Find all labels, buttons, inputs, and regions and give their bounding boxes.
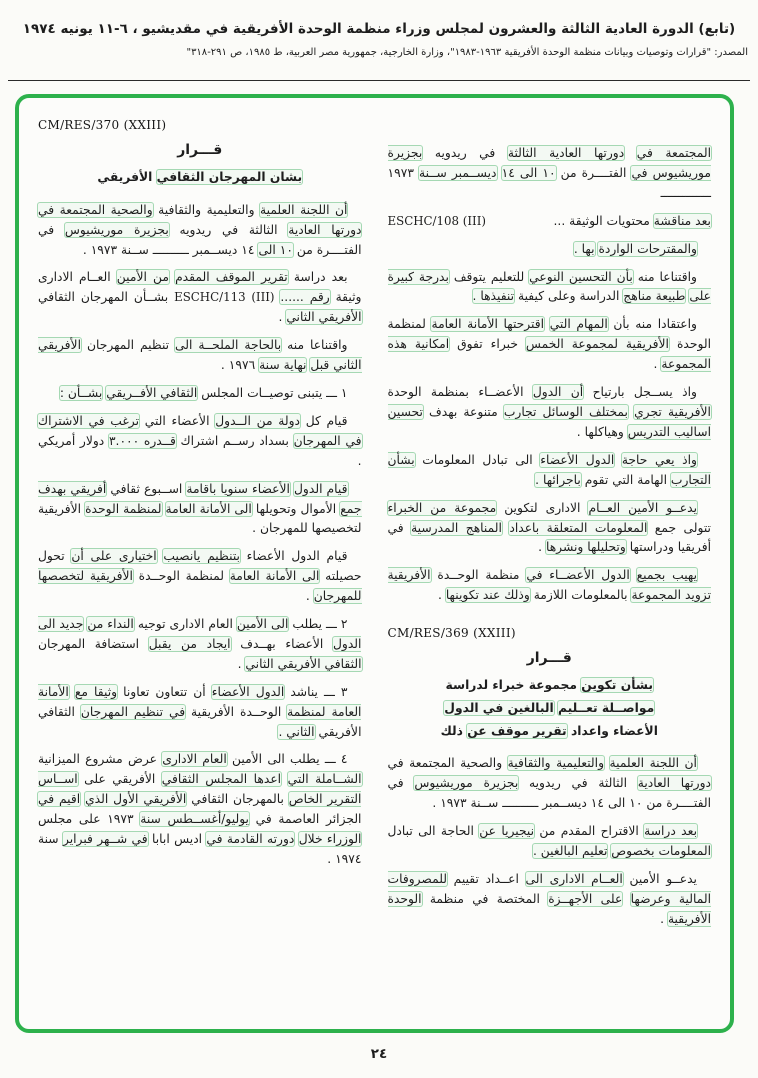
paragraph: يدعــو الأمين العــام الادارى الى اعــداد تقييم للمصروفات المالية وعرضها على الأجهــزة المختصة في منظمة الوحدة الأفريقية . [387, 871, 711, 926]
highlight-box: العــام الادارى الى [525, 871, 623, 886]
highlight-box: بعد دراسة [644, 824, 697, 839]
highlight-box: ١٠ الى ١٤ [501, 165, 556, 180]
paragraph: ٢ ـــ يطلب الى الأمين العام الادارى توجيه النداء من جديد الى الدول الأعضاء بهــدف ايجاد من يقبل استضافة المهرجان الثقافي الأفريقي الثاني . [38, 617, 362, 671]
highlight-box: دورتها العادية [288, 222, 362, 237]
highlight-box: اختيارى على أن [71, 549, 157, 564]
two-column-layout [38, 118, 711, 1011]
highlight-box: في شــهر فبراير [62, 832, 148, 847]
highlight-box: اقيم في [38, 792, 81, 807]
paragraph-text: بعد مناقشة محتويات الوثيقة ... [553, 213, 711, 228]
highlight-box: بشــأن : [59, 385, 103, 400]
resolution-subtitle [388, 674, 712, 742]
paragraph: يهيب بجميع الدول الأعضــاء في منظمة الوحــدة الأفريقية تزويد المجموعة بالمعلومات اللازمة وذلك عند تكوينها . [387, 568, 711, 603]
highlight-box: ديســمبر ســنة [418, 165, 497, 180]
highlight-box: بعد مناقشة [653, 213, 711, 228]
highlight-box: الأفريقية لمجموعة الخمس [525, 337, 669, 352]
highlight-box: تعليم البالغين . [532, 843, 608, 858]
highlight-box: بالحاجة الملحــة الى [175, 338, 282, 353]
highlight-box: امكانية هذه المجموعة [387, 337, 711, 372]
highlight-box: بأن التحسين النوعي [529, 269, 633, 284]
highlight-box: في المهرجان [293, 433, 362, 448]
highlight-box: الدول الأعضاء [540, 452, 615, 467]
highlight-box: يوليو/أغســطس سنة [140, 812, 249, 827]
highlight-box: والتعليمية والثقافية [507, 756, 605, 771]
highlight-box: تنفيذها . [472, 289, 515, 304]
highlight-box: الأفريقي الثاني قبل [38, 338, 362, 373]
highlight-box: دورتها العادية الثالثة [507, 146, 625, 160]
highlight-box: للمصروفات المالية وعرضها [387, 871, 711, 906]
highlight-box: دولة من الــدول [215, 413, 300, 428]
highlight-box: وتحليلها ونشرها [545, 540, 626, 555]
highlight-box: الى الأمين [236, 617, 289, 632]
highlight-box: الأفريقية لتخصصها للمهرجان [38, 569, 362, 604]
highlight-box: دورتها العادية [637, 776, 711, 791]
highlight-box: الثقافي الأفريقي الثاني [245, 656, 362, 671]
highlight-box: ايجاد من يقبل [148, 636, 231, 651]
highlight-box: بدرجة كبيرة على [387, 269, 711, 304]
paragraph: أن اللجنة العلمية والتعليمية والثقافية والصحية المجتمعة في دورتها العادية الثالثة في ريدويه بجزيرة موريشيوس في الفتــــرة من ١٠ الى ١٤ ديســمبر ــــــــــ ســنة ١٩٧٣ . [387, 756, 711, 811]
resolution-subtitle [38, 166, 362, 189]
document-header [10, 20, 748, 58]
paragraph: يدعــو الأمين العــام الادارى لتكوين مجموعة من الخبراء تتولى جمع المعلومات المتعلقة باعداد المناهج المدرسية في أفريقيا ودراستها وتحليلها ونشرها . [387, 500, 711, 555]
highlight-box: المعلومات المتعلقة باعداد [509, 520, 648, 535]
resolution-subtitle-line: الأعضاء واعداد تقرير موقف عن ذلك [440, 723, 658, 738]
highlight-box: اعدها المجلس الثقافي [161, 772, 282, 787]
highlight-box: أن اللجنة العلمية [260, 202, 348, 217]
highlight-box: يهيب بجميع [636, 568, 697, 583]
highlight-box: المعلومات بخصوص [611, 843, 711, 858]
highlight-box: دورته القادمة في [206, 832, 295, 847]
page-number: ٢٤ [370, 1046, 388, 1062]
paragraph: واعتقادا منه بأن المهام التي اقترحتها الأمانة العامة لمنظمة الوحدة الأفريقية لمجموعة الخمس خبراء تفوق امكانية هذه المجموعة . [387, 317, 711, 372]
header-title: (تابع) الدورة العادية الثالثة والعشرون لمجلس وزراء منظمة الوحدة الأفريقية في مقديشيو ، ٦-١١ يونيه ١٩٧٤ [22, 21, 736, 37]
inline-resolution-code: ESCHC/113 (III) [174, 290, 275, 305]
highlight-box: مواصــلة تعــليم [557, 700, 655, 715]
highlight-box: الدول الأعضــاء في [526, 568, 630, 583]
highlight-box: الأفريقية تزويد المجموعة [387, 568, 711, 603]
highlight-box: اقترحتها الأمانة العامة [431, 317, 545, 332]
highlight-box: أفريقي بهدف جمع [38, 481, 362, 516]
highlight-box: بجزيرة موريشيوس [414, 776, 519, 791]
highlight-box: يدعــو الأمين العــام [588, 500, 698, 515]
highlight-box: والمقترحات الواردة [598, 241, 697, 256]
paragraph: المجتمعة في دورتها العادية الثالثة في ريدويه بجزيرة موريشيوس في الفتــــرة من ١٠ الى ١٤ ديســمبر ســنة ١٩٧٣ ــــــــــــــ [387, 146, 711, 200]
highlight-box: نيجيريا عن [479, 824, 535, 839]
resolution-subtitle-line: بشأن تكوين مجموعة خبراء لدراسة [445, 678, 653, 693]
highlight-box: نهاية سنة [259, 358, 307, 373]
highlight-box: تقرير الموقف المقدم [175, 270, 288, 285]
header-source: المصدر: "قرارات وتوصيات وبيانات منظمة الوحدة الأفريقية ١٩٦٣-١٩٨٣"، وزارة الخارجية، جمهورية مصر العربية، ط ١٩٨٥، ص ٢٩١-٣١٨" [186, 46, 748, 58]
paragraph: واقتناعا منه بالحاجة الملحــة الى تنظيم المهرجان الأفريقي الثاني قبل نهاية سنة ١٩٧٦ . [38, 338, 362, 373]
highlight-box: بشأن التجارب [387, 452, 711, 487]
highlight-box: بجزيرة موريشيوس في [387, 146, 711, 180]
paragraph: قيام الدول الأعضاء بتنظيم يانصيب اختيارى على أن تحول حصيلته الى الأمانة العامة لمنظمة الوحــدة الأفريقية لتخصصها للمهرجان . [38, 549, 362, 604]
highlight-box: بمختلف الوسائل تجارب [503, 404, 628, 419]
highlight-box: بشان المهرجان الثقافي [156, 170, 303, 184]
highlight-box: وذلك عند تكوينها [445, 588, 530, 603]
highlight-box: بتنظيم يانصيب [163, 549, 240, 564]
paragraph: بعد دراسة تقرير الموقف المقدم من الأمين العــام الادارى وثيقة رقم ...... ESCHC/113 (III) بشــأن المهرجان الثقافي الأفريقي الثاني . [38, 270, 362, 325]
resolution-code: ESCHC/108 (III) [387, 213, 486, 228]
highlight-box: الثقافي الأفــريقي [106, 385, 198, 400]
header-divider [8, 80, 750, 81]
resolution-subtitle-line [388, 697, 712, 720]
highlight-box: بها . [573, 241, 595, 256]
highlight-box: المناهج المدرسية [411, 520, 502, 535]
highlight-box: الشــاملة التي [287, 772, 362, 787]
highlight-box: ترغب في الاشتراك [38, 413, 140, 428]
column-right [388, 118, 712, 1011]
highlight-box: الدول الأعضاء [211, 684, 285, 699]
highlight-box: الأفريقي الثاني [286, 310, 362, 325]
highlight-box: باجرائها . [535, 472, 581, 487]
highlight-box: لمنظمة الوحدة [85, 501, 162, 516]
highlight-box: على الأجهــزة [548, 891, 623, 906]
highlight-box: العام الادارى [162, 752, 227, 767]
paragraph: أن اللجنة العلمية والتعليمية والثقافية والصحية المجتمعة في دورتها العادية الثالثة في ريدويه بجزيرة موريشيوس في الفتــــرة من ١٠ الى ١٤ ديســمبر ــــــــــ ســنة ١٩٧٣ . [38, 202, 362, 257]
column-left [38, 118, 362, 1011]
resolution-title: قـــرار [177, 142, 223, 158]
paragraph: قيام الدول الأعضاء سنويا باقامة اســبوع ثقافي أفريقي بهدف جمع الأموال وتحويلها الى الأمانة العامة لمنظمة الوحدة الأفريقية لتخصيصها للمهرجان . [38, 481, 362, 536]
highlight-box: أن اللجنة العلمية [609, 756, 697, 771]
highlight-box: البالغين في الدول [444, 700, 554, 715]
paragraph: ٤ ـــ يطلب الى الأمين العام الادارى عرض مشروع الميزانية الشــاملة التي اعدها المجلس الثقافي الأفريقي على اســاس التقرير الخاص بالمهرجان الثقافي الأفريقي الأول الذي اقيم في الجزائر العاصمة في يوليو/أغســطس سنة ١٩٧٣ على مجلس الوزراء خلال دورته القادمة في اديس ابابا في شــهر فبراير سنة ١٩٧٤ . [38, 752, 362, 867]
highlight-box: جديد الى الدول [38, 617, 362, 651]
paragraph: واقتناعا منه بأن التحسين النوعي للتعليم يتوقف بدرجة كبيرة على طبيعة مناهج الدراسة وعلى كيفية تنفيذها . [387, 269, 711, 304]
highlight-box: الوحدة الأفريقية [387, 891, 711, 926]
highlight-box: الوزراء خلال [298, 832, 362, 847]
highlight-box: بجزيرة موريشيوس [64, 222, 169, 237]
highlight-box: الأعضاء سنويا باقامة [186, 481, 290, 496]
highlight-box: الى الأمانة العامة [165, 501, 252, 516]
highlight-box: من الأمين [116, 270, 169, 285]
highlight-box: الأمانة العامة لمنظمة [38, 684, 362, 719]
paragraph [388, 212, 712, 232]
paragraph: ١ ـــ يتبنى توصيــات المجلس الثقافي الأفــريقي بشــأن : [59, 385, 348, 400]
resolution-title: قـــرار [526, 650, 572, 667]
resolution-code: CM/RES/370 (XXIII) [38, 118, 167, 132]
highlight-box: قيام الدول [294, 481, 348, 496]
highlight-box: ١٠ الى [258, 242, 293, 257]
highlight-box: المهام التي [549, 317, 608, 332]
highlight-box: طبيعة مناهج [623, 289, 686, 304]
highlight-box: أن الدول [532, 385, 584, 400]
highlight-box: بشأن تكوين [581, 678, 653, 693]
highlight-box: قــدره ٣.٠٠٠ [108, 433, 176, 448]
paragraph: ٣ ـــ يناشد الدول الأعضاء أن تتعاون تعاونا وثيقا مع الأمانة العامة لمنظمة الوحــدة الأفريقية في تنظيم المهرجان الثقافي الأفريقي الثاني . [38, 684, 362, 739]
highlight-box: واذ يعي حاجة [621, 452, 697, 467]
highlight-box: والصحية المجتمعة في [38, 202, 153, 217]
highlight-box: الأفريقية تجري [634, 404, 711, 419]
highlight-box: وثيقا مع [74, 684, 118, 699]
highlight-box: رقم ...... [280, 290, 330, 305]
paragraph: بعد دراسة الاقتراح المقدم من نيجيريا عن الحاجة الى تبادل المعلومات بخصوص تعليم البالغين . [387, 824, 711, 858]
highlight-box: الى الأمانة العامة [229, 569, 320, 584]
highlight-box: مجموعة من الخبراء [387, 500, 497, 515]
highlight-box: النداء من [87, 617, 134, 632]
paragraph: قيام كل دولة من الــدول الأعضاء التي ترغب في الاشتراك في المهرجان بسداد رســم اشتراك قــدره ٣.٠٠٠ دولار أمريكي . [38, 413, 362, 468]
highlight-box: في تنظيم المهرجان [80, 704, 186, 719]
paragraph: واذ يســجل بارتياح أن الدول الأعضــاء بمنظمة الوحدة الأفريقية تجري بمختلف الوسائل تجارب متنوعة بهدف تحسين اساليب التدريس وهياكلها . [387, 385, 711, 439]
paragraph: واذ يعي حاجة الدول الأعضاء الى تبادل المعلومات بشأن التجارب الهامة التي تقوم باجرائها . [387, 452, 711, 487]
highlight-box: تحسين اساليب التدريس [387, 404, 711, 439]
resolution-subtitle-line: بشان المهرجان الثقافي الأفريقي [97, 170, 303, 184]
highlight-box: المجتمعة في [636, 146, 711, 160]
content-frame [15, 94, 734, 1033]
resolution-code: CM/RES/369 (XXIII) [387, 626, 516, 641]
highlight-box: الأفريقي الأول الذي [85, 792, 187, 807]
highlight-box: اســاس التقرير الخاص [38, 772, 362, 807]
highlight-box: الثاني . [278, 724, 315, 739]
highlight-box: تقرير موقف عن [467, 723, 567, 738]
paragraph [388, 240, 712, 260]
